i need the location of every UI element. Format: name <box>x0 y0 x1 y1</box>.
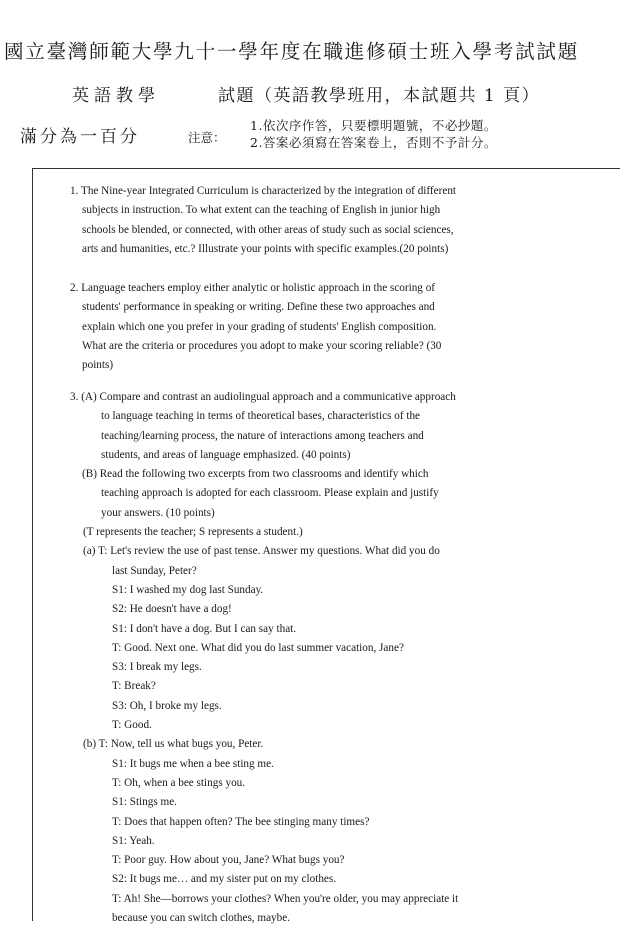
q3-line: T: Oh, when a bee stings you. <box>112 776 246 789</box>
q3-line: S3: I break my legs. <box>112 661 202 674</box>
q3-line: students, and areas of language emphasized. (40 points) <box>101 448 351 461</box>
exam-info: 試題（英語教學班用，本試題共 1 頁） <box>218 86 541 106</box>
q3-line: teaching approach is adopted for each classroom. Please explain and justify <box>101 487 439 500</box>
q3-line: S3: Oh, I broke my legs. <box>112 699 222 712</box>
q2-line: students' performance in speaking or writing. Define these two approaches and <box>82 301 435 314</box>
q3-line: T: Poor guy. How about you, Jane? What bugs you? <box>112 854 345 867</box>
q1-line: schools be blended, or connected, with other areas of study such as social sciences, <box>82 223 454 236</box>
q1-line: 1. The Nine-year Integrated Curriculum is characterized by the integration of different <box>70 185 457 197</box>
q3-line: because you can switch clothes, maybe. <box>112 912 291 925</box>
q3-line: S2: It bugs me… and my sister put on my clothes. <box>112 873 337 886</box>
q3-line: S1: I don't have a dog. But I can say that. <box>112 622 297 635</box>
q1-line: subjects in instruction. To what extent can the teaching of English in junior high <box>82 204 441 217</box>
q3-line: (B) Read the following two excerpts from two classrooms and identify which <box>82 468 429 481</box>
question-3 <box>70 388 458 928</box>
q3-line: (a) T: Let's review the use of past tense. Answer my questions. What did you do <box>83 545 440 558</box>
q3-line: S1: Yeah. <box>112 834 155 847</box>
q3-line: T: Ah! She—borrows your clothes? When you're older, you may appreciate it <box>112 892 459 905</box>
q3-line: T: Good. Next one. What did you do last summer vacation, Jane? <box>112 641 404 654</box>
note-label: 注意： <box>188 130 226 145</box>
q3-line: teaching/learning process, the nature of interactions among teachers and <box>101 429 424 442</box>
q3-line: S1: It bugs me when a bee sting me. <box>112 757 274 770</box>
question-2 <box>70 279 441 375</box>
q3-line: S1: I washed my dog last Sunday. <box>112 583 264 596</box>
q3-line: last Sunday, Peter? <box>112 564 197 577</box>
exam-title: 國立臺灣師範大學九十一學年度在職進修碩士班入學考試試題 <box>4 40 580 63</box>
q3-line: (T represents the teacher; S represents a student.) <box>83 526 303 539</box>
note-line-2: 2.答案必須寫在答案卷上，否則不予計分。 <box>250 135 497 150</box>
q2-line: What are the criteria or procedures you adopt to make your scoring reliable? (30 <box>82 339 442 352</box>
q3-line: 3. (A) Compare and contrast an audiolingual approach and a communicative approach <box>70 391 456 403</box>
q2-line: 2. Language teachers employ either analytic or holistic approach in the scoring of <box>70 282 436 294</box>
q1-line: arts and humanities, etc.? Illustrate your points with specific examples.(20 points) <box>82 242 449 255</box>
subject-name: 英語教學 <box>72 86 160 106</box>
notes <box>250 117 497 151</box>
question-1 <box>70 182 456 259</box>
q3-line: (b) T: Now, tell us what bugs you, Peter. <box>83 738 264 751</box>
q3-line: T: Good. <box>112 719 152 732</box>
note-line-1: 1.依次序作答，只要標明題號，不必抄題。 <box>250 118 497 133</box>
q3-line: S2: He doesn't have a dog! <box>112 603 232 616</box>
q2-line: points) <box>82 359 114 372</box>
q3-line: T: Break? <box>112 680 156 693</box>
q3-line: to language teaching in terms of theoretical bases, characteristics of the <box>101 410 421 423</box>
full-score: 滿分為一百分 <box>20 127 140 147</box>
q3-line: T: Does that happen often? The bee stinging many times? <box>112 815 370 828</box>
q3-line: S1: Stings me. <box>112 796 177 809</box>
q2-line: explain which one you prefer in your grading of students' English composition. <box>82 320 437 333</box>
q3-line: your answers. (10 points) <box>101 506 215 519</box>
